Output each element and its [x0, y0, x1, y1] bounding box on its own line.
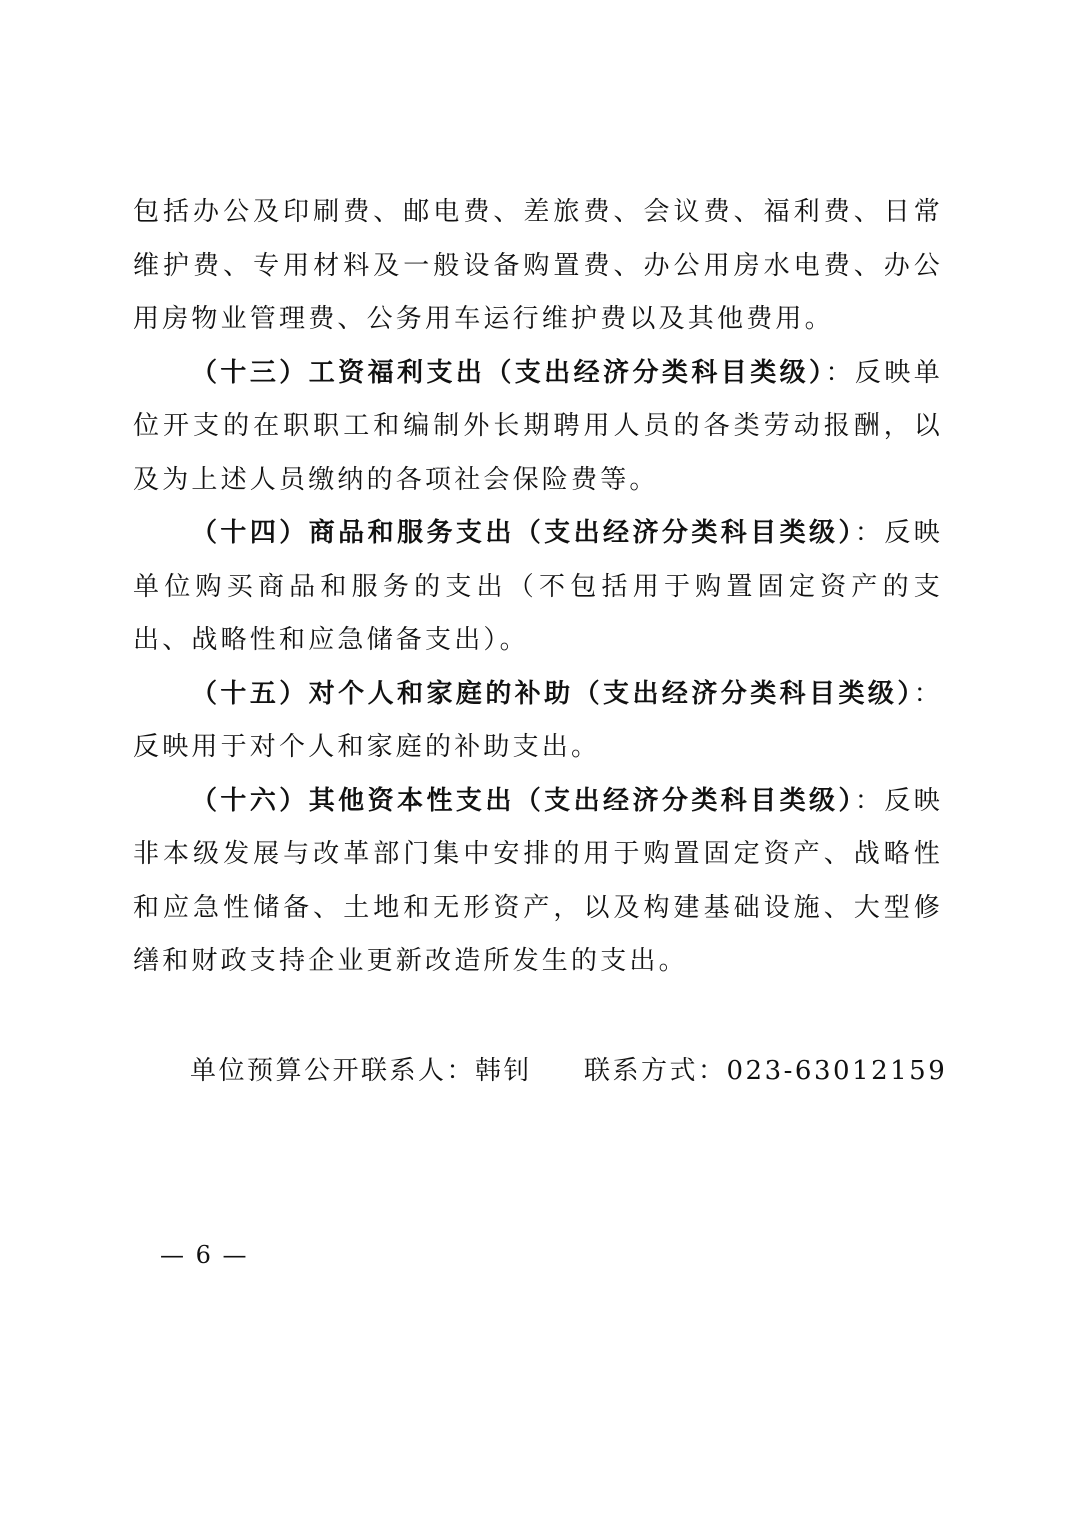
section-14-heading: （十四）商品和服务支出（支出经济分类科目类级） — [191, 518, 855, 548]
section-13-heading: （十三）工资福利支出（支出经济分类科目类级） — [191, 357, 826, 388]
contact-line — [190, 1049, 950, 1093]
section-13-paragraph — [133, 347, 943, 508]
contact-person: 单位预算公开联系人：韩钊 — [190, 1056, 533, 1086]
page-number: — 6 — — [160, 1241, 249, 1269]
section-14-body: ：反映单位购买商品和服务的支出（不包括用于购置固定资产的支出、战略性和应急储备支出）。 — [133, 518, 943, 655]
section-16-paragraph — [133, 775, 943, 989]
contact-phone: 联系方式：023-63012159 — [584, 1056, 948, 1086]
section-15-paragraph — [133, 668, 943, 775]
section-14-paragraph — [133, 507, 943, 668]
section-16-heading: （十六）其他资本性支出（支出经济分类科目类级） — [191, 785, 855, 816]
section-13-body: ：反映单位开支的在职职工和编制外长期聘用人员的各类劳动报酬，以及为上述人员缴纳的各项社会保险费等。 — [133, 357, 943, 495]
section-15-heading: （十五）对个人和家庭的补助（支出经济分类科目类级） — [191, 678, 914, 709]
document-body — [133, 186, 943, 989]
intro-paragraph: 包括办公及印刷费、邮电费、差旅费、会议费、福利费、日常维护费、专用材料及一般设备购置费、办公用房水电费、办公用房物业管理费、公务用车运行维护费以及其他费用。 — [133, 197, 943, 334]
section-15-body: ：反映用于对个人和家庭的补助支出。 — [133, 678, 943, 762]
section-16-body: ：反映非本级发展与改革部门集中安排的用于购置固定资产、战略性和应急性储备、土地和无形资产，以及构建基础设施、大型修缮和财政支持企业更新改造所发生的支出。 — [133, 785, 943, 976]
